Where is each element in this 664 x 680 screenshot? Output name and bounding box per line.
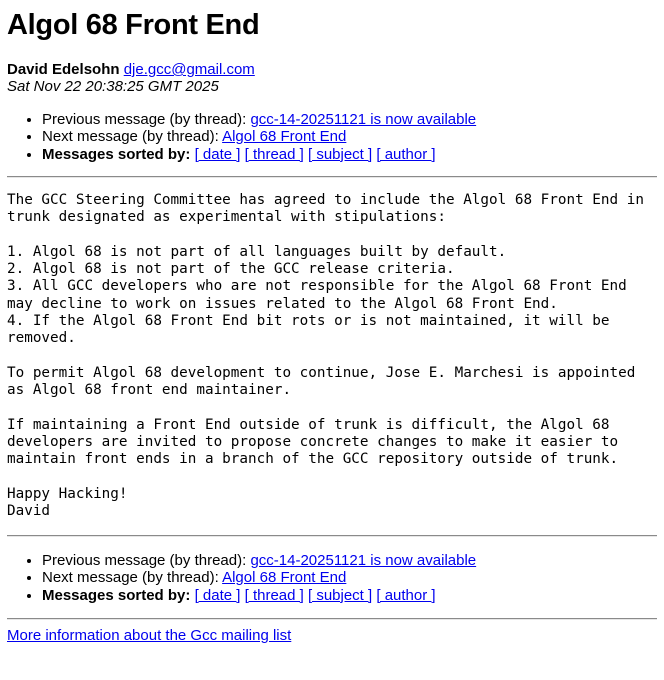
next-message-item <box>42 569 476 586</box>
sort-options-item <box>42 587 476 604</box>
sorted-by-label: Messages sorted by: <box>42 586 191 604</box>
author-name: David Edelsohn <box>7 61 120 78</box>
prev-message-label: Previous message (by thread): <box>42 111 251 128</box>
sort-by-thread-link[interactable]: [ thread ] <box>244 586 304 604</box>
prev-message-link[interactable]: gcc-14-20251121 is now available <box>250 111 477 128</box>
sort-by-thread-link[interactable]: [ thread ] <box>244 145 304 163</box>
prev-message-item <box>42 552 476 569</box>
bottom-navigation <box>0 552 476 604</box>
sort-options-item <box>42 146 476 163</box>
prev-message-link[interactable]: gcc-14-20251121 is now available <box>250 552 477 569</box>
page-title: Algol 68 Front End <box>7 9 260 41</box>
footer <box>7 627 291 644</box>
next-message-label: Next message (by thread): <box>42 569 223 587</box>
author-email-link[interactable]: dje.gcc@gmail.com <box>123 61 255 78</box>
next-message-item <box>42 128 476 145</box>
message-meta <box>7 61 255 95</box>
top-navigation <box>0 111 476 163</box>
prev-message-item <box>42 111 476 128</box>
message-date: Sat Nov 22 20:38:25 GMT 2025 <box>7 78 219 95</box>
divider-top <box>7 176 657 178</box>
divider-middle <box>7 535 657 537</box>
sort-by-date-link[interactable]: [ date ] <box>194 586 241 604</box>
sort-by-subject-link[interactable]: [ subject ] <box>307 145 373 163</box>
next-message-link[interactable]: Algol 68 Front End <box>222 569 347 587</box>
mailing-list-info-link[interactable]: More information about the Gcc mailing list <box>7 627 292 644</box>
next-message-label: Next message (by thread): <box>42 128 223 146</box>
sort-by-author-link[interactable]: [ author ] <box>376 145 436 163</box>
message-body: The GCC Steering Committee has agreed to include the Algol 68 Front End in trunk designated as experimental with stipulations: 1. Algol 68 is not part of all languages built by default. 2. Algol 68 is not part of the GCC release criteria. 3. All GCC developers who are not responsible for the Algol 68 Front End may decline to work on issues related to the Algol 68 Front End. 4. If the Algol 68 Front End bit rots or is not maintained, it will be removed. To permit Algol 68 development to continue, Jose E. Marchesi is appointed as Algol 68 front end maintainer. If maintaining a Front End outside of trunk is difficult, the Algol 68 developers are invited to propose concrete changes to make it easier to maintain front ends in a branch of the GCC repository outside of trunk. Happy Hacking! David <box>7 192 644 520</box>
sort-by-author-link[interactable]: [ author ] <box>376 586 436 604</box>
sort-by-subject-link[interactable]: [ subject ] <box>307 586 373 604</box>
sorted-by-label: Messages sorted by: <box>42 145 191 163</box>
next-message-link[interactable]: Algol 68 Front End <box>222 128 347 146</box>
sort-by-date-link[interactable]: [ date ] <box>194 145 241 163</box>
prev-message-label: Previous message (by thread): <box>42 552 251 569</box>
divider-bottom <box>7 618 657 620</box>
